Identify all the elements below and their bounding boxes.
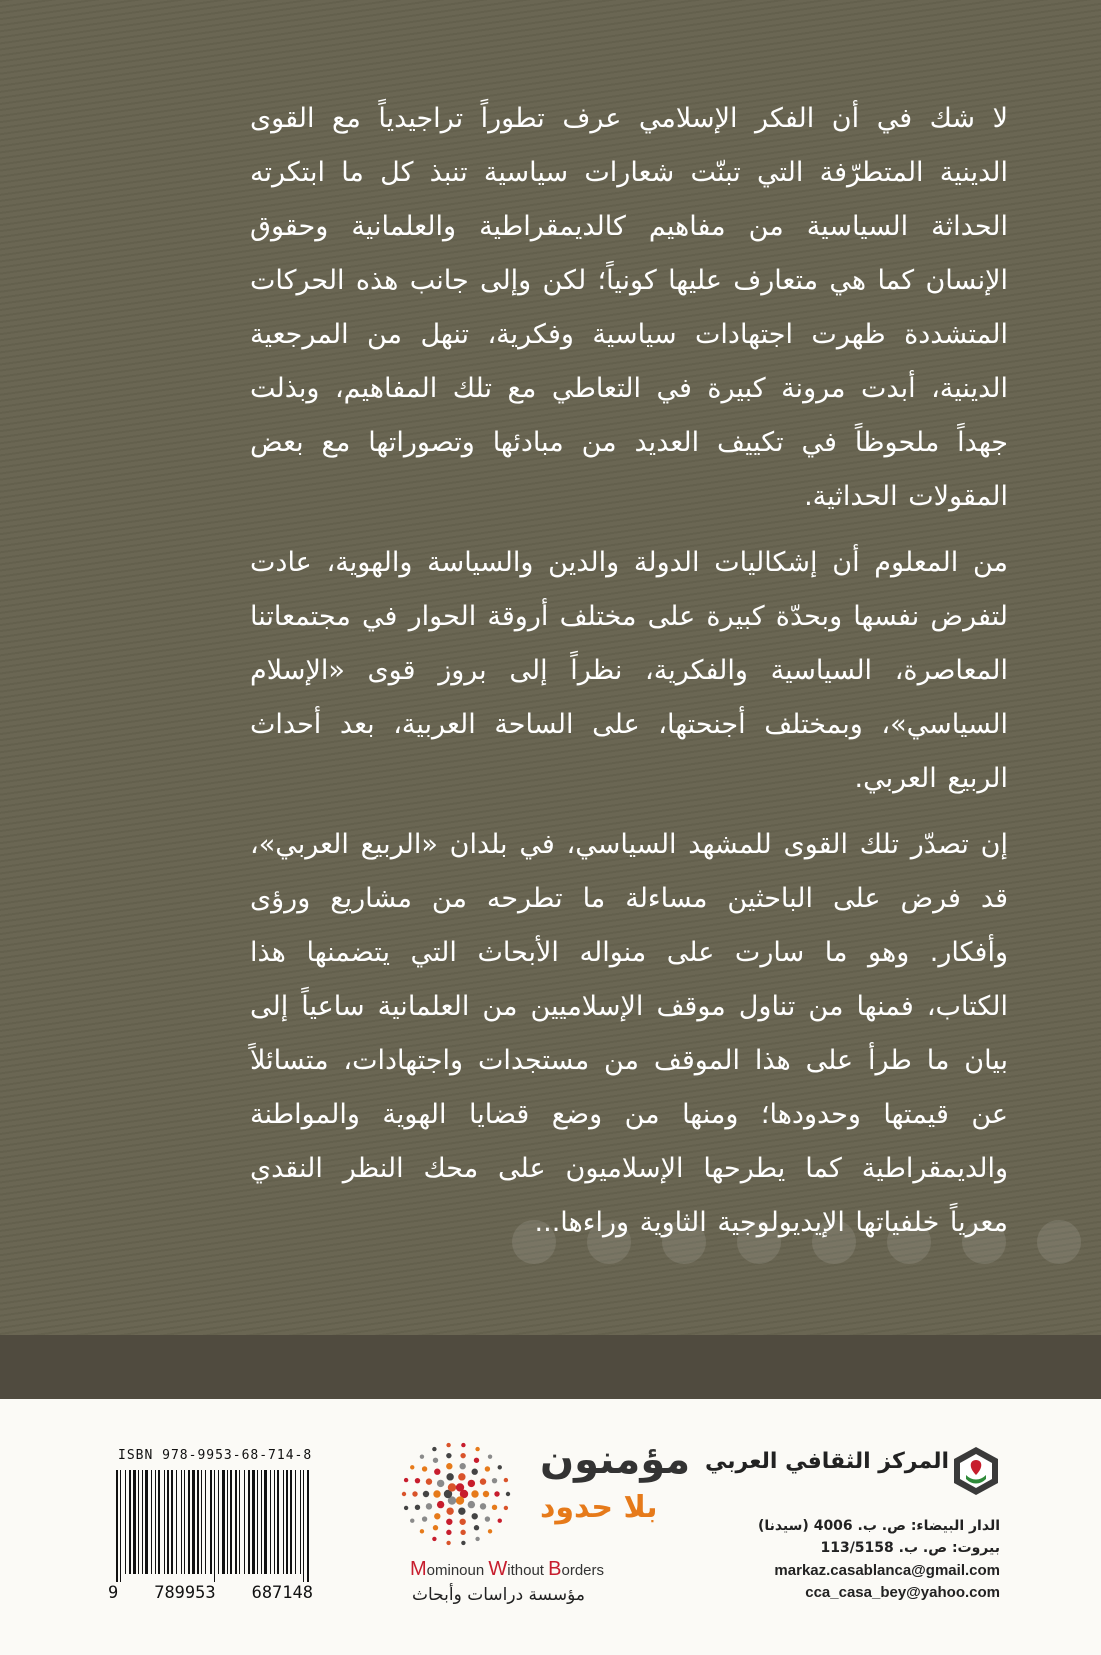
decorative-dots <box>0 1220 1101 1270</box>
isbn-digit-group: 9 <box>108 1583 119 1603</box>
publisher-logo-icon <box>950 1445 1002 1497</box>
decorative-dot <box>587 1220 631 1264</box>
decorative-dot <box>887 1220 931 1264</box>
decorative-dot <box>662 1220 706 1264</box>
decorative-dot <box>737 1220 781 1264</box>
isbn-digits <box>108 1583 313 1603</box>
publisher-email-yahoo: cca_casa_bey@yahoo.com <box>805 1584 1000 1601</box>
decorative-dot <box>1037 1220 1081 1264</box>
publisher-address-casablanca: الدار البيضاء: ص. ب. 4006 (سيدنا) <box>757 1518 1000 1534</box>
blurb-paragraph-3: إن تصدّر تلك القوى للمشهد السياسي، في بلدان «الربيع العربي»، قد فرض على الباحثين مساءلة ما تطرحه من مشاريع ورؤى وأفكار. وهو ما سارت على منواله الأبحاث التي يتضمنها هذا الكتاب، فمنها من تناول موقف الإسلاميين من العلمانية ساعياً إلى بيان ما طرأ على هذا الموقف من مستجدات واجتهادات، متسائلاً عن قيمتها وحدودها؛ ومنها من وضع قضايا الهوية والمواطنة والديمقراطية كما يطرحها الإسلاميون على محك النظر النقدي معرياً خلفياتها الإيديولوجية الثاوية وراءها... <box>250 829 1008 1238</box>
barcode-icon <box>114 1470 314 1582</box>
mominoun-english-name: Mominoun Without Borders <box>410 1558 605 1580</box>
decorative-dot <box>512 1220 556 1264</box>
publisher-email-gmail: markaz.casablanca@gmail.com <box>774 1562 1000 1579</box>
blurb-paragraph-1: لا شك في أن الفكر الإسلامي عرف تطوراً تراجيدياً مع القوى الدينية المتطرّفة التي تبنّت شعارات سياسية تنبذ كل ما ابتكرته الحداثة السياسية من مفاهيم كالديمقراطية والعلمانية وحقوق الإنسان كما هي متعارف عليها كونياً؛ لكن وإلى جانب هذه الحركات المتشددة ظهرت اجتهادات سياسية وفكرية، تنهل من المرجعية الدينية، أبدت مرونة كبيرة في التعاطي مع تلك المفاهيم، وبذلت جهداً ملحوظاً في تكييف العديد من مبادئها وتصوراتها مع بعض المقولات الحداثية. <box>250 103 1008 512</box>
blurb-paragraph-2: من المعلوم أن إشكاليات الدولة والدين والسياسة والهوية، عادت لتفرض نفسها وبحدّة كبيرة على مختلف أروقة الحوار في مجتمعاتنا المعاصرة، السياسية والفكرية، نظراً إلى بروز قوى «الإسلام السياسي»، وبمختلف أجنحتها، على الساحة العربية، بعد أحداث الربيع العربي. <box>250 547 1008 794</box>
publisher-address-beirut: بيروت: ص. ب. 113/5158 <box>820 1540 1000 1556</box>
decorative-dot <box>962 1220 1006 1264</box>
mominoun-arabic-name: مؤمنون <box>540 1437 691 1483</box>
publisher-name: المركز الثقافي العربي <box>705 1449 949 1474</box>
blurb-text <box>250 92 1008 1262</box>
isbn-digit-group: 789953 <box>154 1583 216 1603</box>
mominoun-tagline: مؤسسة دراسات وأبحاث <box>412 1585 585 1605</box>
decorative-dot <box>812 1220 856 1264</box>
isbn-label: ISBN 978-9953-68-714-8 <box>118 1448 313 1463</box>
divider-band <box>0 1335 1101 1399</box>
mominoun-arabic-sub: بلا حدود <box>540 1490 658 1525</box>
isbn-digit-group: 687148 <box>251 1583 313 1603</box>
